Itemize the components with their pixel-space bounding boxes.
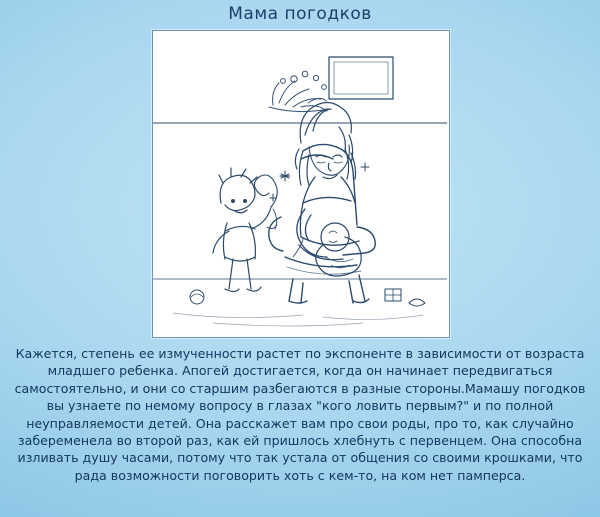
illustration-frame xyxy=(152,30,450,338)
caption-text xyxy=(8,345,592,484)
caption-paragraph: Кажется, степень ее измученности растет по экспоненте в зависимости от возраста младшего ребенка. Апогей достигается, когда он начинает передвигаться самостоятельно, и они со старшим разбегаются в разные стороны.Мамашу погодков вы узнаете по немому вопросу в глазах "кого ловить первым?" и по полной неуправляемости детей. Она расскажет вам про свои роды, про то, как случайно забеременела во второй раз, как ей пришлось хлебнуть с первенцем. Она способна изливать душу часами, потому что так устала от общения со своими крошками, что рада возможности поговорить хоть с кем-то, на ком нет памперса. xyxy=(14,346,586,483)
ink-drawing xyxy=(153,31,447,335)
page-title: Мама погодков xyxy=(228,4,372,24)
